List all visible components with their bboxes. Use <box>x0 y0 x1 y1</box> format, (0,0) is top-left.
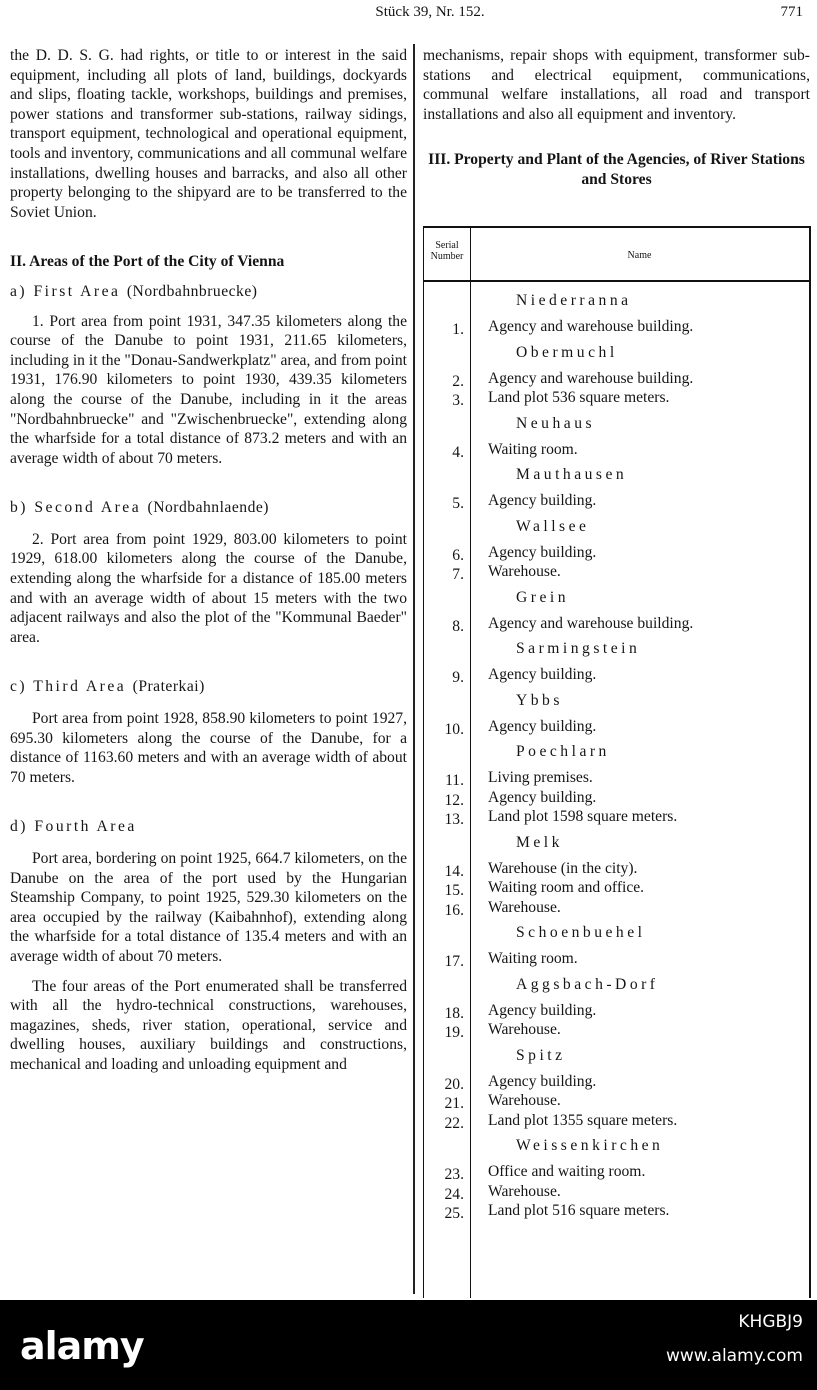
item-name: Warehouse. <box>488 1092 561 1109</box>
area-a-title: a) First Area <box>10 282 121 300</box>
serial-number: 15. <box>444 882 464 899</box>
paragraph-intro: the D. D. S. G. had rights, or title to or interest in the said equipment, including all plots of land, buildings, dockyards and slips, floating tackle, workshops, buildings and premises, power stations and transformer sub-stations, railway sidings, transport equipment, technological and operational equipment, tools and inventory, communications and all communal welfare installations, dwelling houses and barracks, and also all other property belonging to the shipyard are to be transferred to the Soviet Union. <box>10 47 407 221</box>
serial-number: 23. <box>444 1166 464 1183</box>
serial-number: 25. <box>444 1205 464 1222</box>
continuation-text: mechanisms, repair shops with equipment, transformer sub-stations and electrical equipment, communications, communal welfare installations, all road and transport installations and also all equipment and inventory. <box>423 47 810 123</box>
place-name: Mauthausen <box>516 466 628 483</box>
watermark-logo: alamy <box>20 1324 144 1368</box>
serial-number: 17. <box>444 953 464 970</box>
area-c-title: c) Third Area <box>10 678 127 696</box>
serial-number: 5. <box>452 495 464 512</box>
area-c-text: Port area from point 1928, 858.90 kilometers to point 1927, 695.30 kilometers along the course of the Danube, for a distance of 1163.60 meters and with an average width of about 70 meters. <box>10 710 407 786</box>
table-row <box>424 1112 809 1134</box>
table-row <box>424 666 809 688</box>
serial-number: 22. <box>444 1114 464 1132</box>
item-name: Office and waiting room. <box>488 1163 646 1180</box>
place-name: Obermuchl <box>516 343 618 361</box>
serial-number: 24. <box>444 1185 464 1203</box>
place-name: Wallsee <box>516 517 590 535</box>
serial-number: 3. <box>452 392 464 409</box>
place-name: Ybbs <box>516 691 563 709</box>
item-name: Agency building. <box>488 492 597 509</box>
place-name: Weissenkirchen <box>516 1137 664 1154</box>
serial-number: 10. <box>444 720 464 738</box>
area-a-subtitle: (Nordbahnbruecke) <box>126 282 258 300</box>
page-header <box>0 4 817 28</box>
table-place-heading <box>424 466 809 488</box>
item-name: Living premises. <box>488 769 593 786</box>
serial-number: 9. <box>452 669 464 686</box>
area-b-subtitle: (Nordbahnlaende) <box>147 499 269 517</box>
place-name: Aggsbach-Dorf <box>516 975 659 993</box>
item-name: Waiting room and office. <box>488 879 645 896</box>
table-place-heading <box>424 589 809 611</box>
serial-number: 16. <box>444 901 464 919</box>
table-row <box>424 1021 809 1043</box>
table-row <box>424 1202 809 1224</box>
column-divider <box>413 44 415 1294</box>
place-name: Neuhaus <box>516 414 596 432</box>
property-table <box>423 226 811 1298</box>
item-name: Agency and warehouse building. <box>488 614 694 632</box>
place-name: Melk <box>516 833 563 851</box>
place-name: Schoenbuehel <box>516 924 646 941</box>
table-place-heading <box>424 976 809 998</box>
table-place-heading <box>424 692 809 714</box>
page-number: 771 <box>780 4 803 20</box>
header-serial-number: Serial Number <box>430 240 464 262</box>
item-name: Land plot 516 square meters. <box>488 1202 670 1219</box>
area-d-heading: d) Fourth Area <box>10 818 137 836</box>
serial-number: 2. <box>452 372 464 390</box>
table-row <box>424 441 809 463</box>
area-a-heading <box>10 282 407 302</box>
image-id: KHGBJ9 <box>738 1312 803 1332</box>
area-b-text: 2. Port area from point 1929, 803.00 kilometers to point 1929, 618.00 kilometers along the course of the Danube, extending along the wharfside for a distance of 185.00 meters and with an average width of about 15 meters with the two adjacent railways and also the plot of the "Kommunal Baeder" area. <box>10 530 407 646</box>
serial-number: 18. <box>444 1004 464 1022</box>
serial-number: 21. <box>444 1095 464 1112</box>
right-column <box>423 46 810 190</box>
item-name: Warehouse. <box>488 1182 561 1200</box>
section-title-iii: III. Property and Plant of the Agencies, of River Stations and Stores <box>428 151 805 189</box>
area-c-subtitle: (Praterkai) <box>132 678 205 696</box>
table-row <box>424 389 809 411</box>
item-name: Agency building. <box>488 543 597 561</box>
serial-number: 20. <box>444 1075 464 1093</box>
area-c-heading <box>10 677 407 697</box>
serial-number: 8. <box>452 617 464 635</box>
place-name: Niederranna <box>516 292 632 309</box>
area-b-heading <box>10 498 407 518</box>
item-name: Agency building. <box>488 666 597 683</box>
closing-text: The four areas of the Port enumerated shall be transferred with all the hydro-technical constructions, warehouses, magazines, sheds, river station, operational, service and dwelling houses, auxiliary buildings and constructions, mechanical and loading and unloading equipment and <box>10 977 407 1073</box>
place-name: Sarmingstein <box>516 640 641 657</box>
table-row <box>424 899 809 921</box>
table-row <box>424 492 809 514</box>
table-row <box>424 318 809 340</box>
item-name: Agency building. <box>488 1001 597 1019</box>
table-place-heading <box>424 415 809 437</box>
place-name: Poechlarn <box>516 743 610 760</box>
table-place-heading <box>424 834 809 856</box>
item-name: Land plot 536 square meters. <box>488 389 670 406</box>
serial-number: 7. <box>452 566 464 583</box>
section-title-ii: II. Areas of the Port of the City of Vienna <box>10 253 285 271</box>
table-place-heading <box>424 743 809 765</box>
item-name: Agency and warehouse building. <box>488 369 694 387</box>
item-name: Agency building. <box>488 717 597 735</box>
serial-number: 4. <box>452 443 464 461</box>
item-name: Warehouse (in the city). <box>488 859 638 877</box>
header-name: Name <box>627 250 652 261</box>
table-place-heading <box>424 1047 809 1069</box>
item-name: Warehouse. <box>488 898 561 916</box>
item-name: Agency building. <box>488 1072 597 1090</box>
area-d-text: Port area, bordering on point 1925, 664.7 kilometers, on the Danube on the area of the port used by the Hungarian Steamship Company, to point 1925, 529.30 kilometers on the area occupied by the railway (Kaibahnhof), extending along the wharfside for a total distance of 135.4 meters and with an average width of about 70 meters. <box>10 850 407 965</box>
place-name: Spitz <box>516 1046 566 1064</box>
table-place-heading <box>424 292 809 314</box>
serial-number: 1. <box>452 321 464 338</box>
table-place-heading <box>424 924 809 946</box>
running-head: Stück 39, Nr. 152. <box>375 4 485 20</box>
table-row <box>424 563 809 585</box>
area-a-text: 1. Port area from point 1931, 347.35 kilometers along the course of the Danube to point 1931, 211.65 kilometers, including in it the "Donau-Sandwerkplatz" area, and from point 1931, 176.90 kilometers to point 1930, 439.35 kilometers along the course of the Danube, including in it the areas "Nordbahnbruecke" and "Zwischenbruecke", extending along the wharfside for a total distance of 873.2 meters and with an average width of about 70 meters. <box>10 312 407 467</box>
place-name: Grein <box>516 588 570 606</box>
item-name: Warehouse. <box>488 1021 561 1038</box>
table-place-heading <box>424 344 809 366</box>
item-name: Agency building. <box>488 788 597 806</box>
serial-number: 6. <box>452 546 464 564</box>
item-name: Land plot 1598 square meters. <box>488 808 678 825</box>
serial-number: 14. <box>444 862 464 880</box>
item-name: Waiting room. <box>488 440 578 458</box>
table-row <box>424 718 809 740</box>
left-column <box>10 46 407 1075</box>
table-place-heading <box>424 518 809 540</box>
serial-number: 12. <box>444 791 464 809</box>
serial-number: 13. <box>444 811 464 828</box>
table-row <box>424 615 809 637</box>
serial-number: 19. <box>444 1024 464 1041</box>
table-row <box>424 808 809 830</box>
item-name: Waiting room. <box>488 950 578 967</box>
table-row <box>424 950 809 972</box>
item-name: Land plot 1355 square meters. <box>488 1111 678 1129</box>
item-name: Warehouse. <box>488 563 561 580</box>
item-name: Agency and warehouse building. <box>488 318 694 335</box>
area-b-title: b) Second Area <box>10 499 142 517</box>
table-place-heading <box>424 1137 809 1159</box>
site-url: www.alamy.com <box>665 1346 803 1366</box>
stock-footer <box>0 1300 817 1390</box>
table-header <box>424 228 809 282</box>
table-place-heading <box>424 640 809 662</box>
serial-number: 11. <box>445 772 464 789</box>
